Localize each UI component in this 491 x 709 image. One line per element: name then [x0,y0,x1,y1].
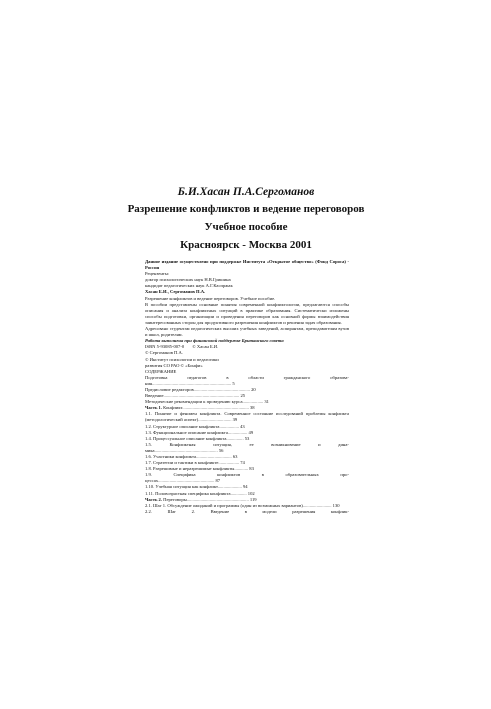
reviewers-label: Рецензенты: [145,271,170,277]
authors-heading: Б.И.Хасан П.А.Сергоманов [177,186,315,198]
reviewer-2: кандидат педагогических наук А.Г.Каспржак [145,283,233,289]
publication-place-year: Красноярск - Москва 2001 [180,239,312,251]
book-line: Разрешение конфликтов и ведение переговоров. Учебное пособие. [145,295,276,301]
toc-entry-1-11: 1.11. Половозрастная специфика конфликта.............. 102 [145,490,255,496]
toc-entry-1-1: 1.1. Понятие и феномен конфликта. Современное состояние исследований проблемы конфликта (методологический аспект)............................. 39 [145,411,349,423]
isbn: ISBN 5-93085-007-0 [145,344,185,350]
edition-note: Данное издание осуществлено при поддержке Института «Открытое общество» (Фонд Сороса) - Россия [145,259,349,271]
book-title: Разрешение конфликтов и ведение переговоров [127,203,365,215]
toc-entry-2-2: 2.2. Шаг 2. Введение в модели разрешения конфлик- [145,508,349,514]
toc-entry-1-3: 1.3. Функциональное описание конфликта................. 49 [145,429,254,435]
copyright-3: © Институт психологии и педагогики [145,356,219,362]
toc-entry-1-cont: ния..................................................................... 5 [145,380,235,386]
support-note: Работа выполнена при финансовой поддержке Британского совета [145,338,284,344]
copyright-4: развития СО РАО © «Бонфи» [145,362,203,368]
audience-paragraph: Адресовано студентам педагогических высших учебных заведений, аспирантам, преподавателям вузов и школ, родителям. [145,326,349,338]
book-subtitle: Учебное пособие [204,221,288,233]
toc-entry-1: Подготовка педагогов в области гражданского образова- [145,374,349,380]
toc-entry-1-6: 1.6. Участники конфликта............................... 63 [145,454,238,459]
document-body [145,259,349,515]
toc-entry-2-1: 2.1. Шаг 1. Обсуждение ожиданий и программы (один из возможных вариантов)......................... 130 [145,502,340,508]
toc-entry-1-7: 1.7. Стратегии и тактики в конфликте.................. 74 [145,460,245,466]
abstract-paragraph: В пособии представлены основные понятия современной конфликтологии, предлагаются способы описания и анализа конфликтных ситуаций в практике образования. Систематически изложены способы подготовки, организации и проведения переговоров как основной формы взаимодействия заинтересованных сторон для продуктивного разрешения конфликтов и решения задач образования. [145,301,349,325]
toc-part-1: Часть 1. Конфликт.......................................................... 38 [145,405,255,411]
toc-entry-1-9-cont: цессах................................................. 87 [145,478,221,484]
toc-part-2: Часть 2. Переговоры...................................................... 119 [145,496,257,502]
toc-entry-1-2: 1.2. Структурное описание конфликта................. 43 [145,423,245,429]
toc-entry-1-10: 1.10. Учебная ситуация как конфликт..................... 94 [145,484,248,490]
toc-entry-1-5-cont: мика....................................................... 56 [145,447,224,453]
copyright-2: © Сергоманов П.А. [145,350,183,356]
toc-entry-4: Методические рекомендации к проведению курса.................. 31 [145,399,269,405]
toc-entry-1-4: 1.4. Процессуальное описание конфликта............... 53 [145,435,250,441]
reviewer-1: доктор психологических наук Н.В.Гришина [145,277,231,283]
authors-line: Хасан Б.И., Сергоманов П.А. [145,289,206,295]
toc-entry-2: Предисловие редакторов................................................. 20 [145,386,256,392]
contents-label: СОДЕРЖАНИЕ [145,368,177,374]
toc-entry-1-9: 1.9. Специфика конфликтов в образовательных про- [145,472,349,478]
toc-entry-1-8: 1.8. Разрешимые и неразрешимые конфликты............ 83 [145,466,254,472]
copyright-1: © Хасан Б.И. [192,344,219,350]
toc-entry-1-5: 1.5. Конфликтная ситуация, ее возникновение и дина- [145,441,349,447]
toc-entry-3: Введение.................................................................. 25 [145,393,246,399]
